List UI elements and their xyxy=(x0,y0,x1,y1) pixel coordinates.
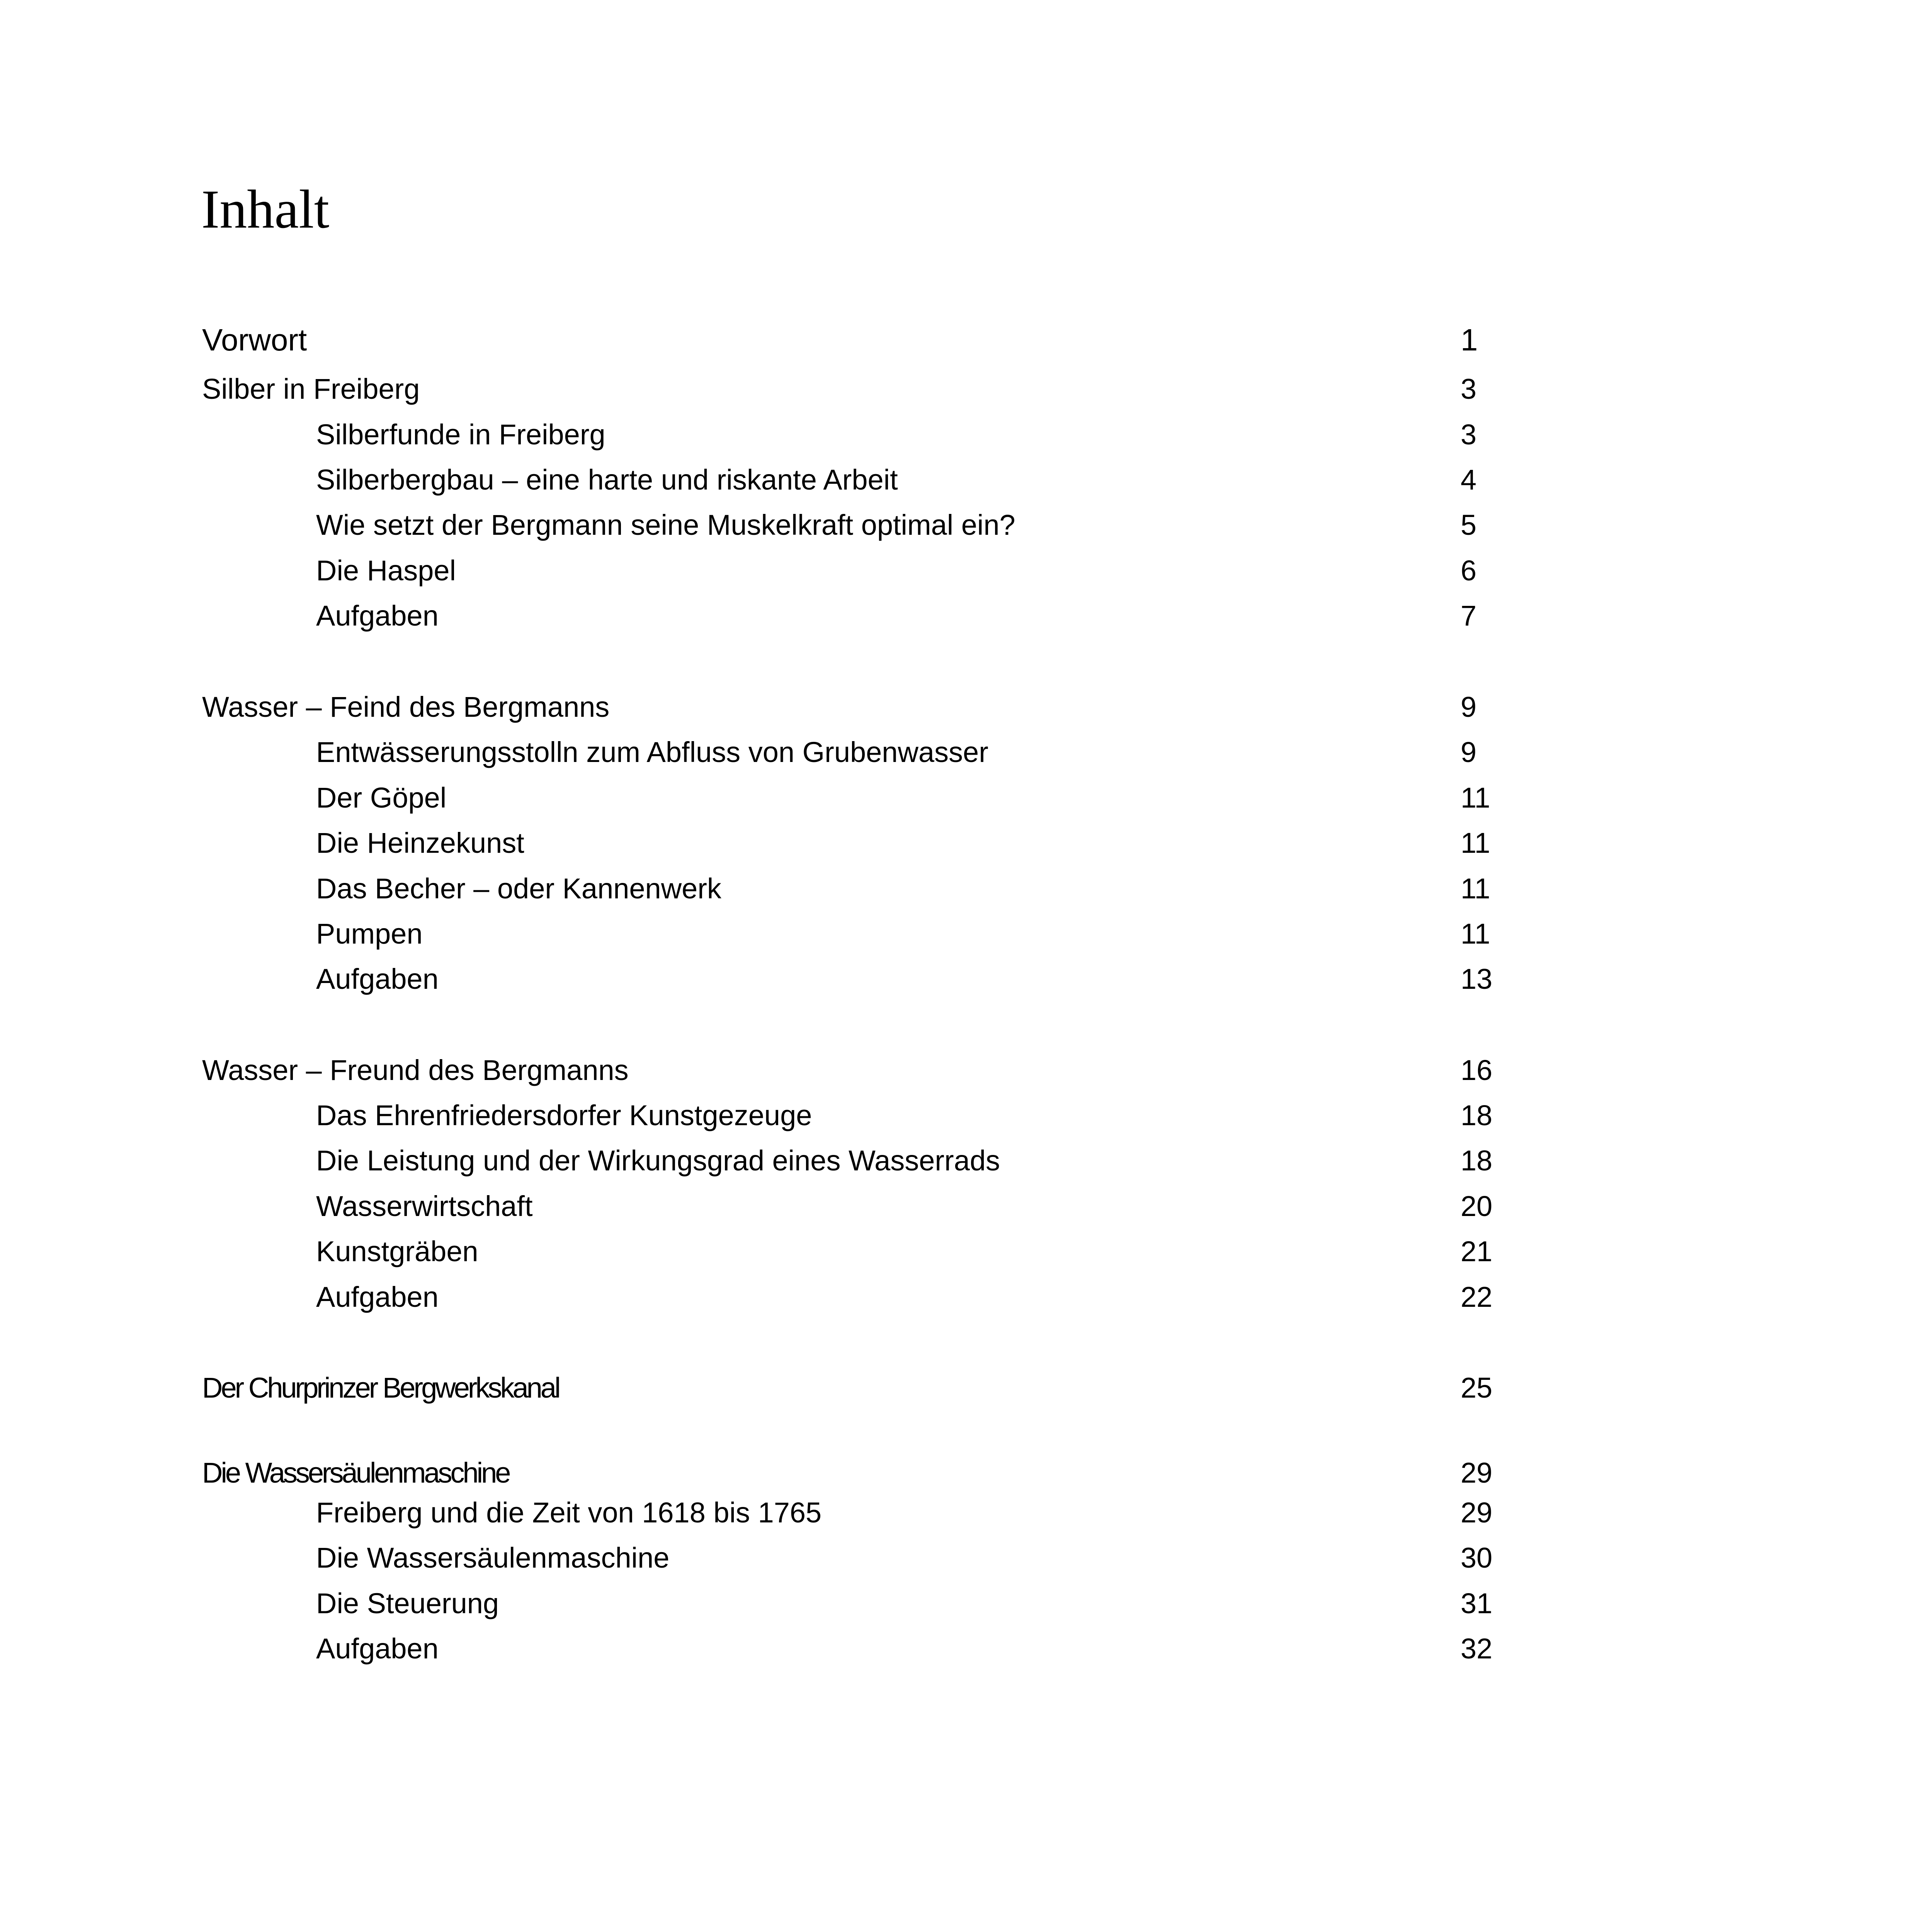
toc-entry-label: Der Göpel xyxy=(316,782,447,814)
toc-entry-label: Aufgaben xyxy=(316,600,439,632)
toc-entry-page: 18 xyxy=(1461,1145,1493,1177)
toc-entry-page: 6 xyxy=(1461,554,1477,587)
toc-entry-label: Aufgaben xyxy=(316,1633,439,1665)
toc-entry-page: 20 xyxy=(1461,1190,1493,1222)
toc-entry-page: 22 xyxy=(1461,1281,1493,1313)
toc-entry-label: Die Steuerung xyxy=(316,1587,499,1619)
page-title: Inhalt xyxy=(201,179,330,240)
toc-entry-label: Entwässerungsstolln zum Abfluss von Grubenwasser xyxy=(316,736,988,768)
toc-entry-label: Die Heinzekunst xyxy=(316,827,524,859)
toc-entry-page: 16 xyxy=(1461,1054,1493,1086)
toc-entry-label: Das Becher – oder Kannenwerk xyxy=(316,872,721,905)
toc-entry-label: Wasserwirtschaft xyxy=(316,1190,533,1222)
toc-entry-page: 32 xyxy=(1461,1633,1493,1665)
toc-entry-label: Silberfunde in Freiberg xyxy=(316,418,605,451)
toc-entry-page: 11 xyxy=(1461,827,1490,859)
toc-entry-page: 13 xyxy=(1461,963,1493,995)
toc-entry-label: Die Wassersäulenmaschine xyxy=(202,1457,509,1489)
toc-entry-page: 9 xyxy=(1461,736,1477,768)
toc-entry-label: Silber in Freiberg xyxy=(202,373,420,405)
toc-entry-label: Wasser – Freund des Bergmanns xyxy=(202,1054,629,1086)
toc-entry-label: Wasser – Feind des Bergmanns xyxy=(202,691,610,723)
toc-entry-label: Aufgaben xyxy=(316,1281,439,1313)
toc-entry-label: Aufgaben xyxy=(316,963,439,995)
toc-entry-page: 5 xyxy=(1461,509,1477,541)
toc-entry-page: 3 xyxy=(1461,418,1477,451)
toc-entry-label: Kunstgräben xyxy=(316,1235,478,1267)
toc-entry-label: Die Leistung und der Wirkungsgrad eines Wasserrads xyxy=(316,1145,1000,1177)
toc-entry-label: Wie setzt der Bergmann seine Muskelkraft optimal ein? xyxy=(316,509,1015,541)
toc-entry-label: Vorwort xyxy=(202,323,307,357)
toc-entry-page: 9 xyxy=(1461,691,1477,723)
toc-entry-page: 7 xyxy=(1461,600,1477,632)
toc-entry-page: 21 xyxy=(1461,1235,1493,1267)
toc-entry-page: 1 xyxy=(1461,323,1478,357)
toc-entry-label: Pumpen xyxy=(316,918,423,950)
toc-entry-page: 29 xyxy=(1461,1497,1493,1529)
toc-entry-page: 31 xyxy=(1461,1587,1493,1619)
toc-entry-page: 11 xyxy=(1461,782,1490,814)
toc-entry-page: 29 xyxy=(1461,1457,1493,1489)
toc-entry-label: Freiberg und die Zeit von 1618 bis 1765 xyxy=(316,1497,822,1529)
toc-entry-label: Die Wassersäulenmaschine xyxy=(316,1542,670,1574)
toc-entry-page: 4 xyxy=(1461,464,1477,496)
toc-entry-page: 25 xyxy=(1461,1372,1493,1404)
toc-entry-page: 11 xyxy=(1461,918,1490,950)
toc-entry-page: 11 xyxy=(1461,872,1490,905)
toc-entry-label: Das Ehrenfriedersdorfer Kunstgezeuge xyxy=(316,1099,812,1131)
toc-entry-page: 30 xyxy=(1461,1542,1493,1574)
toc-entry-label: Der Churprinzer Bergwerkskanal xyxy=(202,1372,559,1404)
toc-entry-label: Silberbergbau – eine harte und riskante Arbeit xyxy=(316,464,898,496)
toc-entry-label: Die Haspel xyxy=(316,554,456,587)
toc-entry-page: 18 xyxy=(1461,1099,1493,1131)
toc-entry-page: 3 xyxy=(1461,373,1477,405)
